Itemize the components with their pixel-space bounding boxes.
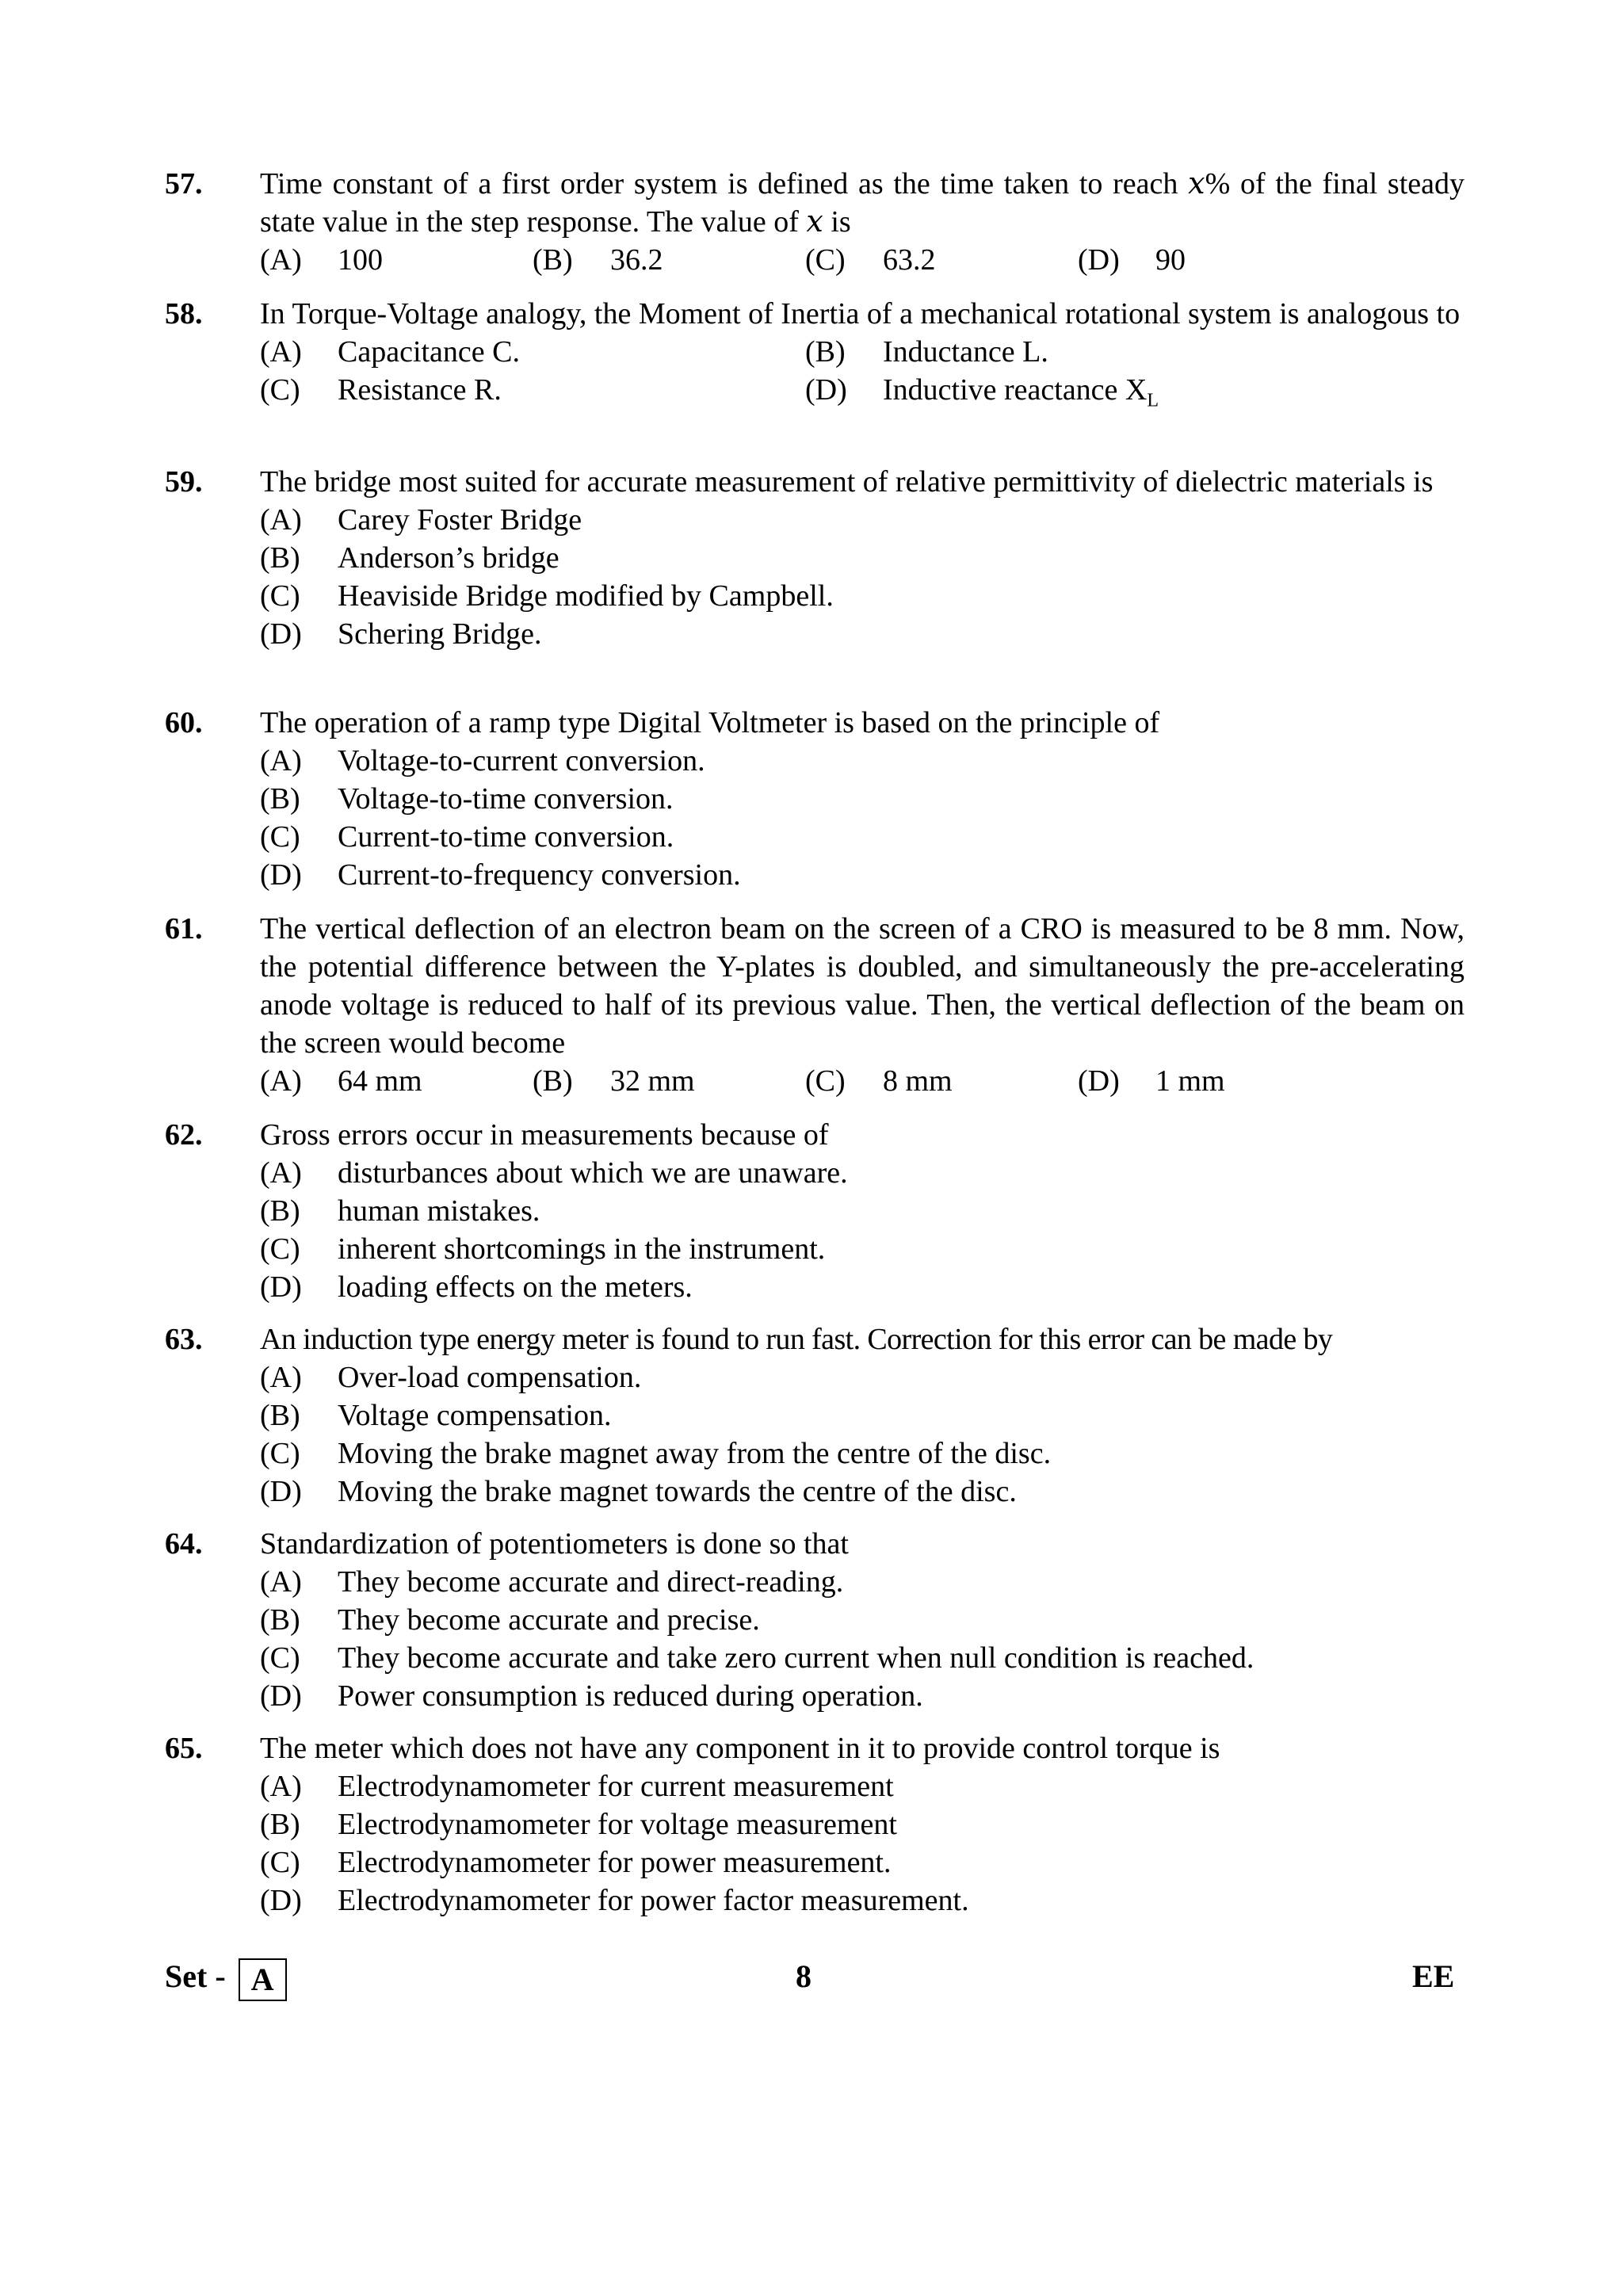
option-d — [1078, 241, 1186, 279]
option-label: (A) — [260, 1770, 302, 1803]
subject-code: EE — [1412, 1958, 1455, 1994]
options-list — [260, 1154, 1465, 1306]
option-text: 63.2 — [883, 243, 936, 277]
option-text: Capacitance C. — [338, 335, 521, 369]
option-label: (C) — [805, 1064, 846, 1098]
option-label: (D) — [260, 1475, 302, 1508]
option-label: (A) — [260, 335, 302, 369]
option-text: loading effects on the meters. — [338, 1270, 693, 1304]
option-label: (A) — [260, 1565, 302, 1599]
question-text: In Torque-Voltage analogy, the Moment of Inertia of a mechanical rotational system is analogous to — [260, 297, 1461, 330]
set-value-box: A — [239, 1958, 287, 2001]
footer-set — [165, 1954, 287, 2001]
option-text: Voltage compensation. — [338, 1399, 612, 1432]
option-text: Current-to-time conversion. — [338, 820, 674, 854]
question-62 — [165, 1116, 1465, 1306]
question-number: 63. — [165, 1323, 203, 1356]
option-b — [533, 241, 663, 279]
options-row — [260, 241, 1465, 279]
option-d — [260, 856, 1465, 894]
option-b — [260, 1396, 1465, 1435]
option-text: Resistance R. — [338, 373, 502, 407]
option-label: (B) — [260, 1399, 300, 1432]
option-a — [260, 241, 383, 279]
options-list — [260, 1358, 1465, 1511]
option-text: inherent shortcomings in the instrument. — [338, 1232, 826, 1266]
option-label: (C) — [260, 1641, 300, 1675]
option-text: Inductive reactance X — [883, 373, 1148, 407]
option-text: They become accurate and precise. — [338, 1603, 760, 1637]
question-60 — [165, 704, 1465, 894]
option-c — [260, 1843, 1465, 1881]
option-label: (D) — [805, 373, 847, 407]
option-label: (D) — [1078, 243, 1120, 277]
option-d — [260, 1881, 1465, 1920]
option-b — [260, 1192, 1465, 1230]
question-58 — [165, 295, 1465, 409]
option-c — [260, 371, 502, 409]
option-a — [260, 1062, 422, 1100]
option-text: 64 mm — [338, 1064, 422, 1098]
option-b — [260, 1805, 1465, 1843]
option-label: (A) — [260, 744, 302, 777]
question-text: The operation of a ramp type Digital Voltmeter is based on the principle of — [260, 706, 1160, 739]
option-subscript: L — [1147, 390, 1159, 411]
option-label: (C) — [260, 373, 300, 407]
option-a — [260, 1154, 1465, 1192]
option-text: 8 mm — [883, 1064, 953, 1098]
question-text: The meter which does not have any component in it to provide control torque is — [260, 1732, 1220, 1765]
option-label: (B) — [260, 1808, 300, 1841]
option-d — [260, 1473, 1465, 1511]
option-text: 32 mm — [610, 1064, 695, 1098]
option-label: (C) — [260, 1437, 300, 1470]
option-text: 100 — [338, 243, 383, 277]
question-text: Standardization of potentiometers is done so that — [260, 1527, 849, 1561]
option-label: (D) — [260, 1679, 302, 1713]
question-61 — [165, 910, 1465, 1100]
option-a — [260, 1358, 1465, 1396]
option-d — [1078, 1062, 1225, 1100]
option-text: Inductance L. — [883, 335, 1048, 369]
option-label: (D) — [260, 1270, 302, 1304]
option-text: Moving the brake magnet away from the centre of the disc. — [338, 1437, 1052, 1470]
option-a — [260, 501, 1465, 539]
option-label: (B) — [260, 541, 300, 575]
question-number: 62. — [165, 1118, 203, 1152]
option-c — [805, 1062, 953, 1100]
options-row — [260, 371, 1465, 409]
option-label: (A) — [260, 243, 302, 277]
option-c — [260, 818, 1465, 856]
option-b — [260, 780, 1465, 818]
option-label: (C) — [805, 243, 846, 277]
option-text: They become accurate and take zero current when null condition is reached. — [338, 1641, 1254, 1675]
option-b — [805, 333, 1048, 371]
options-list — [260, 1563, 1465, 1715]
option-label: (A) — [260, 1156, 302, 1190]
option-c — [260, 1435, 1465, 1473]
option-a — [260, 1767, 1465, 1805]
question-text: An induction type energy meter is found to run fast. Correction for this error can be made by — [260, 1323, 1333, 1356]
option-text: Moving the brake magnet towards the centre of the disc. — [338, 1475, 1017, 1508]
question-number: 60. — [165, 706, 203, 739]
question-text: Time constant of a first order system is defined as the time taken to reach 𝑥% of the final steady state value in the step response. The value of 𝑥 is — [260, 167, 1465, 239]
question-63 — [165, 1320, 1465, 1511]
option-text: Electrodynamometer for power measurement. — [338, 1846, 892, 1879]
option-text: 90 — [1155, 243, 1186, 277]
option-text: Voltage-to-current conversion. — [338, 744, 705, 777]
option-label: (B) — [260, 1603, 300, 1637]
question-number: 61. — [165, 912, 203, 946]
option-text: disturbances about which we are unaware. — [338, 1156, 848, 1190]
option-label: (D) — [1078, 1064, 1120, 1098]
option-d — [260, 615, 1465, 653]
option-a — [260, 333, 520, 371]
set-label: Set - — [165, 1958, 226, 1994]
option-a — [260, 1563, 1465, 1601]
question-64 — [165, 1525, 1465, 1715]
option-d — [260, 1677, 1465, 1715]
option-label: (D) — [260, 1884, 302, 1917]
option-text: Voltage-to-time conversion. — [338, 782, 674, 816]
page-number: 8 — [796, 1958, 812, 1994]
option-label: (C) — [260, 579, 300, 613]
option-text: human mistakes. — [338, 1194, 540, 1228]
options-row — [260, 1062, 1465, 1100]
option-text: Heaviside Bridge modified by Campbell. — [338, 579, 834, 613]
question-number: 58. — [165, 297, 203, 330]
question-number: 65. — [165, 1732, 203, 1765]
question-number: 57. — [165, 167, 203, 201]
option-c — [260, 577, 1465, 615]
option-text: Over-load compensation. — [338, 1361, 642, 1394]
option-label: (D) — [260, 858, 302, 892]
option-label: (C) — [260, 1232, 300, 1266]
option-b — [260, 539, 1465, 577]
option-text: Electrodynamometer for power factor measurement. — [338, 1884, 969, 1917]
option-label: (B) — [260, 782, 300, 816]
options-list — [260, 501, 1465, 653]
option-label: (B) — [805, 335, 846, 369]
option-text: Current-to-frequency conversion. — [338, 858, 741, 892]
option-text: Schering Bridge. — [338, 617, 542, 651]
question-59 — [165, 463, 1465, 653]
option-text: Power consumption is reduced during operation. — [338, 1679, 923, 1713]
option-text: 36.2 — [610, 243, 663, 277]
question-text: Gross errors occur in measurements because of — [260, 1118, 829, 1152]
option-text: They become accurate and direct-reading. — [338, 1565, 844, 1599]
option-a — [260, 742, 1465, 780]
option-d — [260, 1268, 1465, 1306]
option-label: (A) — [260, 503, 302, 537]
option-label: (D) — [260, 617, 302, 651]
option-c — [260, 1230, 1465, 1268]
option-c — [805, 241, 936, 279]
question-number: 64. — [165, 1527, 203, 1561]
option-text: Electrodynamometer for voltage measurement — [338, 1808, 897, 1841]
option-label: (A) — [260, 1361, 302, 1394]
option-label: (C) — [260, 820, 300, 854]
options-list — [260, 1767, 1465, 1920]
option-text: 1 mm — [1155, 1064, 1225, 1098]
option-text: Anderson’s bridge — [338, 541, 559, 575]
option-b — [533, 1062, 695, 1100]
question-57 — [165, 165, 1465, 279]
question-number: 59. — [165, 465, 203, 499]
option-text: Carey Foster Bridge — [338, 503, 582, 537]
option-label: (B) — [533, 243, 573, 277]
option-text: Electrodynamometer for current measurement — [338, 1770, 894, 1803]
option-label: (A) — [260, 1064, 302, 1098]
question-65 — [165, 1729, 1465, 1920]
question-text: The bridge most suited for accurate measurement of relative permittivity of dielectric materials is — [260, 465, 1434, 499]
question-text: The vertical deflection of an electron beam on the screen of a CRO is measured to be 8 mm. Now, the potential difference between the Y-plates is doubled, and simultaneously the pre-accelerating anode voltage is reduced to half of its previous value. Then, the vertical deflection of the beam on the screen would become — [260, 912, 1465, 1060]
option-label: (C) — [260, 1846, 300, 1879]
options-row — [260, 333, 1465, 371]
option-c — [260, 1639, 1465, 1677]
option-label: (B) — [533, 1064, 573, 1098]
option-label: (B) — [260, 1194, 300, 1228]
options-list — [260, 742, 1465, 894]
option-b — [260, 1601, 1465, 1639]
option-d — [805, 371, 1159, 409]
